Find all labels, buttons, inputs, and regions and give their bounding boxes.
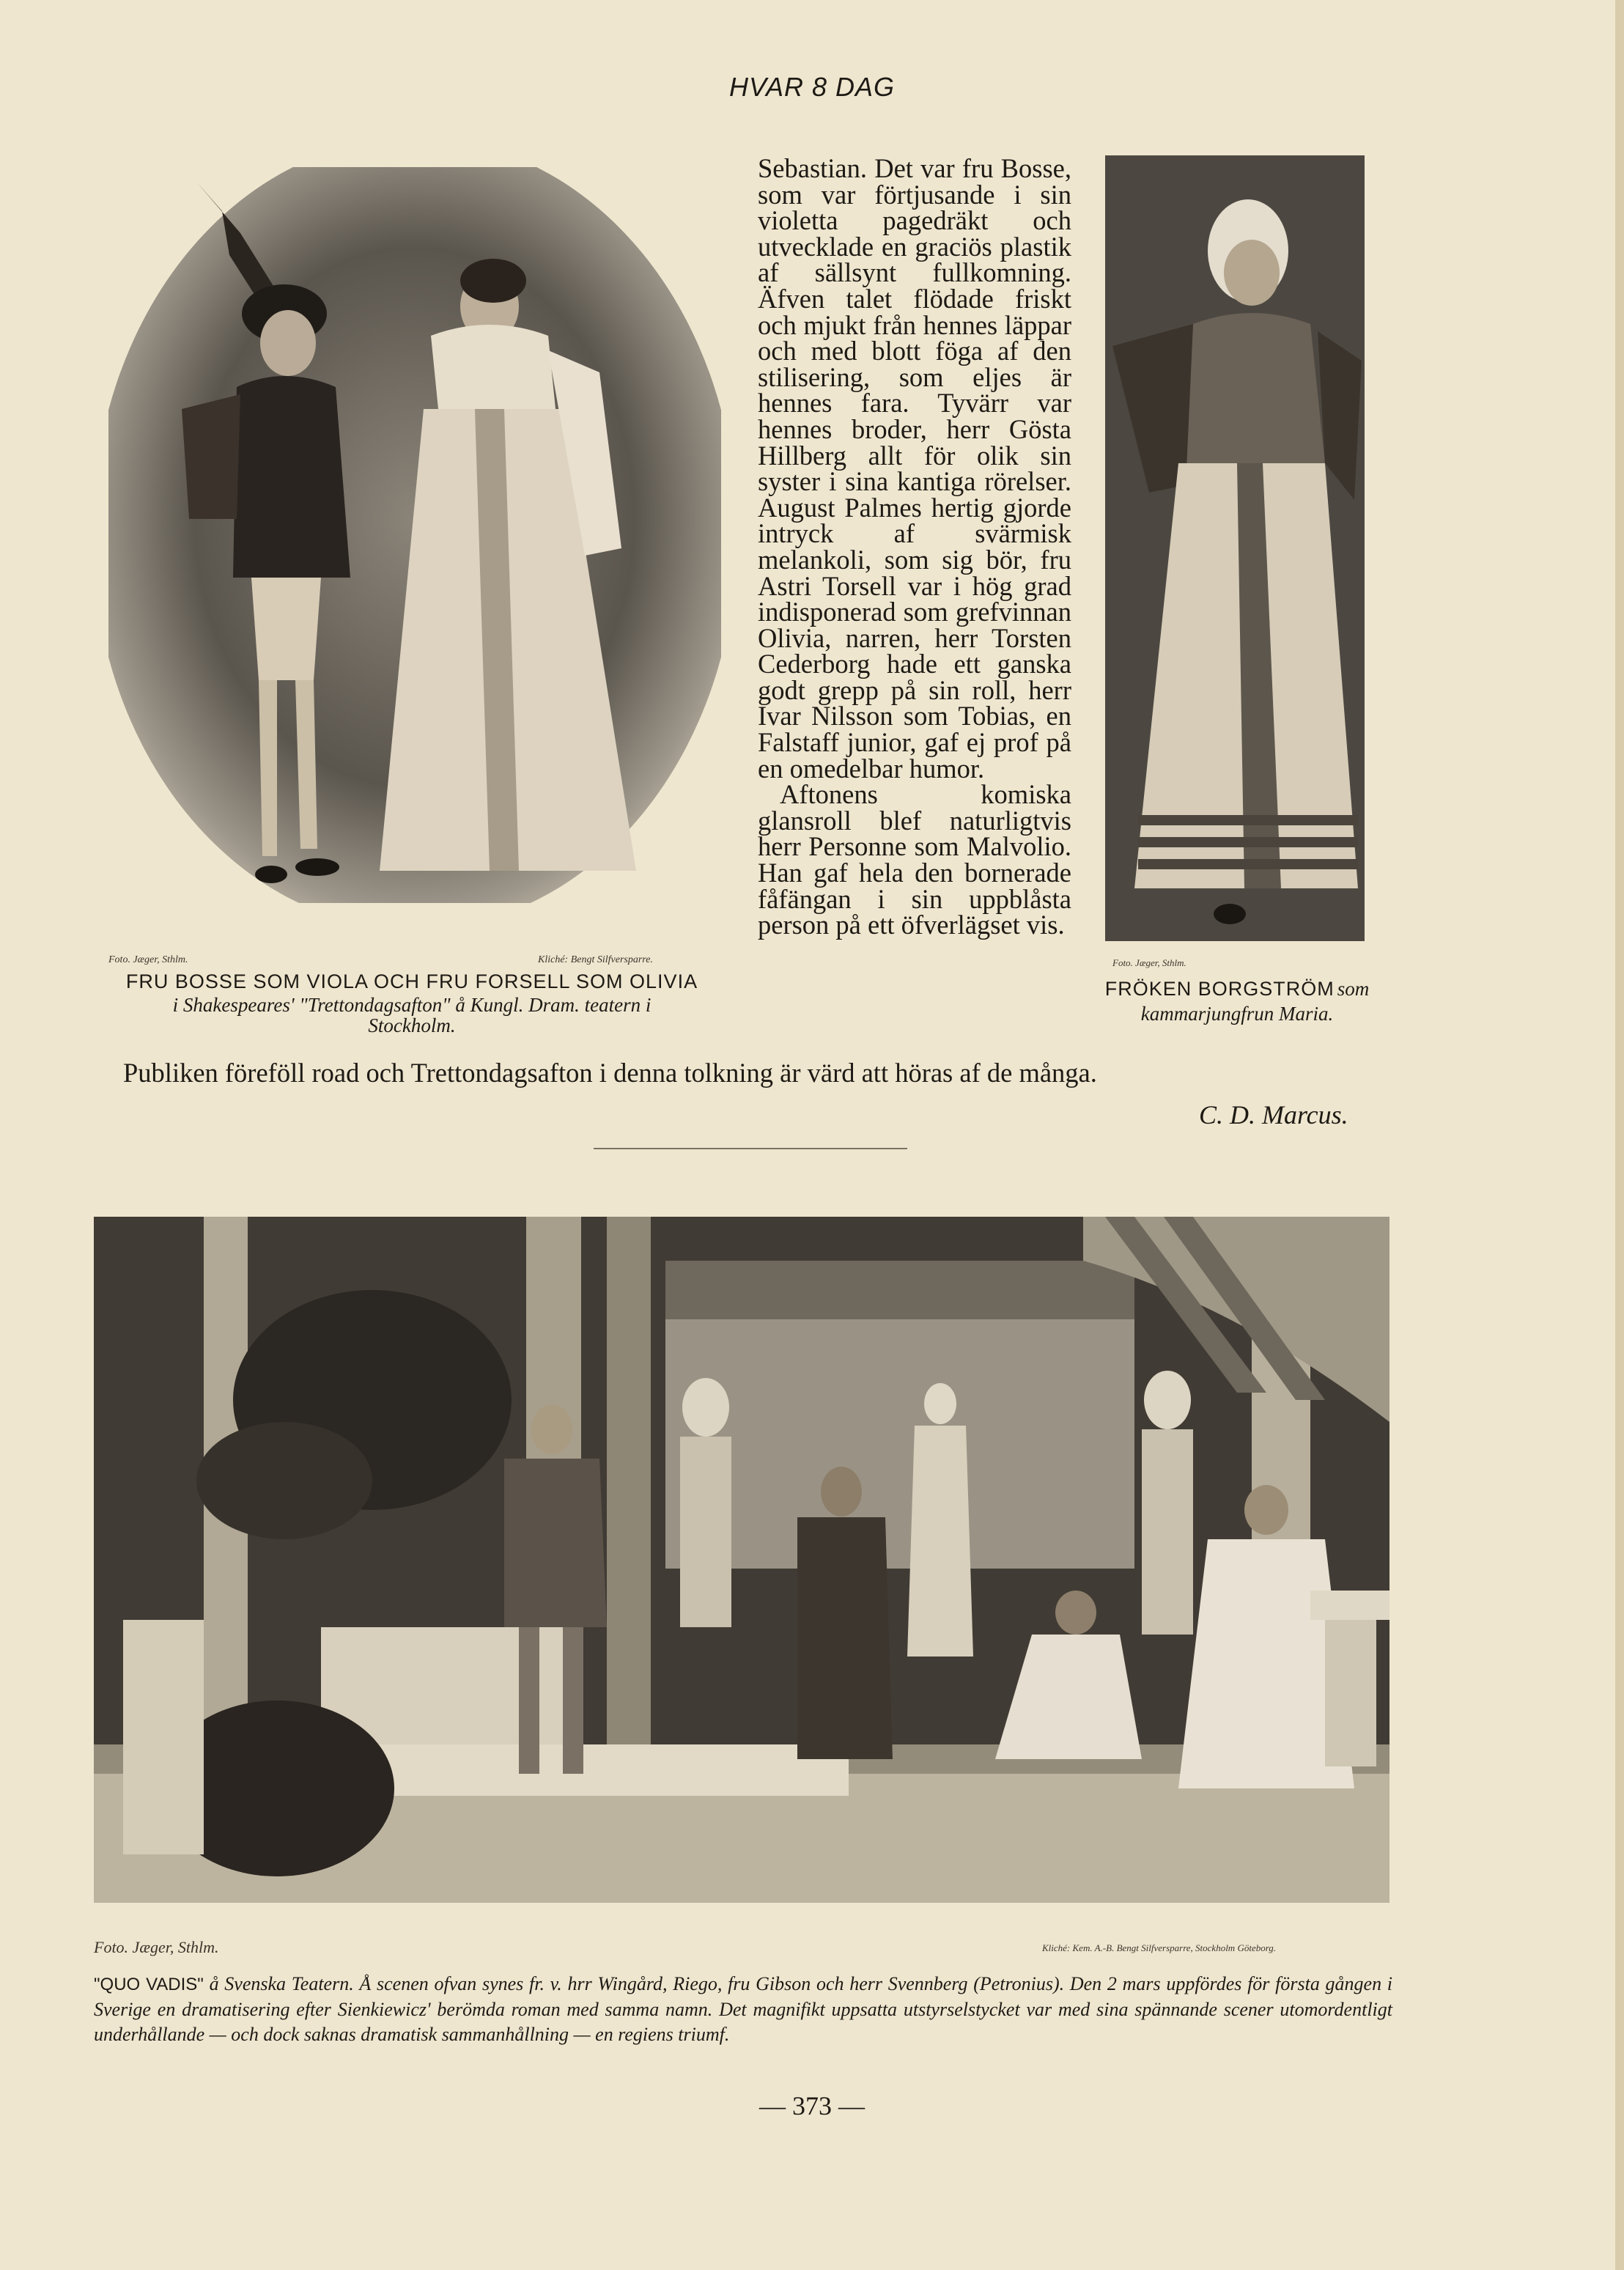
photo-borgstrom [1105, 155, 1365, 941]
section-divider [594, 1148, 907, 1149]
author-signature: C. D. Marcus. [1199, 1100, 1348, 1130]
photo2-caption-upper: FRÖKEN BORGSTRÖM [1104, 978, 1335, 1000]
closing-line: Publiken föreföll road och Trettondagsafton i denna tolkning är värd att höras af de många. [123, 1058, 1097, 1088]
photo1-caption-upper: FRU BOSSE SOM VIOLA OCH FRU FORSELL SOM OLIVIA [125, 970, 698, 992]
photo-quo-vadis-stage [94, 1217, 1389, 1903]
article-paragraph-1: Sebastian. Det var fru Bosse, som var förtjusande i sin violetta pagedräkt och utvecklade en graciös plastik af sällsynt fullkomning. Äfven talet flödade friskt och mjukt från hennes läppar och med blott föga af den stilisering, som eljes är hennes fara. Tyvärr var hennes broder, herr Gösta Hillberg allt för olik sin syster i sina kantiga rörelser. August Palmes hertig gjorde intryck af svärmisk melankoli, som sig bör, fru Astri Torsell var i hög grad indisponerad som grefvinnan Olivia, narren, herr Torsten Cederborg hade ett ganska godt grepp på sin roll, herr Ivar Nilsson som Tobias, en Falstaff junior, gaf ej prof på en omedelbar humor. [758, 153, 1071, 784]
photo1-credit-cliche: Kliché: Bengt Silfversparre. [538, 954, 653, 965]
photo1-credit-photo: Foto. Jæger, Sthlm. [108, 954, 188, 965]
photo-quo-vadis-illustration [94, 1217, 1389, 1903]
photo3-credit-photo: Foto. Jæger, Sthlm. [94, 1938, 219, 1956]
photo-borgstrom-illustration [1105, 155, 1365, 941]
article-paragraph-2: Aftonens komiska glansroll blef naturligtvis herr Personne som Malvolio. Han gaf hela den bornerade fåfängan i sin uppblåsta person på ett öfverlägset vis. [758, 779, 1071, 940]
photo3-caption-body: å Svenska Teatern. Å scenen ofvan synes fr. v. hrr Wingård, Riego, fru Gibson och herr Svennberg (Petronius). Den 2 mars uppfördes för första gången i Sverige en dramatisering efter Sienkiewicz' berömda roman med samma namn. Det magnifikt uppsatta utstyrselstycket var med sina spännande scener utomordentligt underhållande — och dock saknas dramatisk sammanhållning — en regiens triumf. [94, 1973, 1393, 2045]
running-title: HVAR 8 DAG [728, 72, 896, 102]
photo3-caption-title: "QUO VADIS" [94, 1975, 204, 1994]
photo1-caption-line3: Stockholm. [368, 1014, 456, 1036]
article-column [758, 155, 1071, 938]
photo1-caption-line2: i Shakespeares' "Trettondagsafton" å Kungl. Dram. teatern i [172, 994, 652, 1016]
photo2-caption-line2: kammarjungfrun Maria. [1140, 1003, 1334, 1025]
photo-viola-olivia-illustration [108, 167, 721, 903]
photo-viola-olivia [108, 167, 721, 903]
photo2-caption-line1 [1098, 978, 1376, 1001]
photo2-caption-som: som [1337, 978, 1370, 1000]
page-number: — 373 — [759, 2091, 865, 2120]
photo3-credit-cliche: Kliché: Kem. A.-B. Bengt Silfversparre, Stockholm Göteborg. [1042, 1942, 1277, 1953]
photo2-credit-photo: Foto. Jæger, Sthlm. [1112, 957, 1186, 968]
photo3-caption [94, 1972, 1392, 2047]
page-edge [1615, 0, 1624, 2270]
